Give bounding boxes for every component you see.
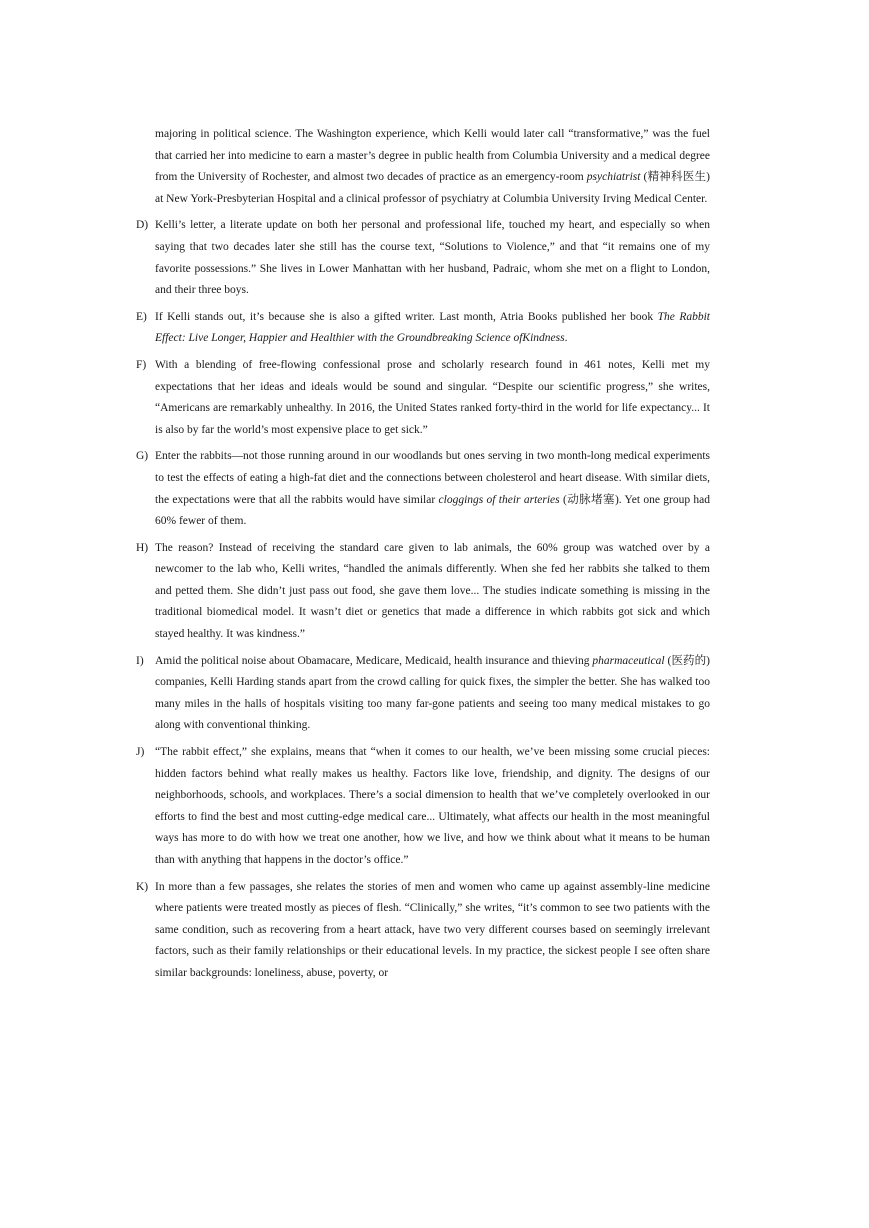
paragraph-label-h: H) — [136, 541, 149, 554]
paragraph-d — [136, 215, 710, 301]
paragraph-text-i-before: Amid the political noise about Obamacare, Medicare, Medicaid, health insurance and thieving — [155, 654, 593, 667]
continuation-paragraph — [155, 124, 710, 210]
paragraph-label-g: G) — [136, 450, 149, 463]
paragraph-text-e-after: . — [564, 332, 568, 345]
paragraph-text-g-after: (动脉堵塞). Yet one group had 60% fewer of them. — [155, 493, 710, 528]
paragraph-text-h: The reason? Instead of receiving the standard care given to lab animals, the 60% group was watched over by a newcomer to the lab who, Kelli writes, “handled the animals differently. When she fed her rabbits she talked to them and petted them. She didn’t just pass out food, she gave them love... The studies indicate something is missing in the traditional biomedical model. It wasn’t diet or genetics that made a difference in which rabbits got sick and which stayed healthy. It was kindness.” — [155, 541, 710, 641]
paragraph-label-f: F) — [136, 358, 147, 371]
term-cloggings: cloggings of their arteries — [438, 493, 560, 506]
paragraph-i — [136, 651, 710, 737]
paragraph-text-i-after: (医药的) companies, Kelli Harding stands apart from the crowd calling for quick fixes, the simpler the better. She has walked too many miles in the halls of hospitals visiting too many far-gone patients and seeing too many medical mistakes to go along with conventional thinking. — [155, 654, 710, 732]
continuation-text-after: (精神科医生) at New York-Presbyterian Hospital and a clinical professor of psychiatry at Columbia University Irving Medical Center. — [155, 171, 710, 205]
paragraph-text-g-before: Enter the rabbits—not those running around in our woodlands but ones serving in two month-long medical experiments to test the effects of eating a high-fat diet and the connections between cholesterol and heart disease. With similar diets, the expectations were that all the rabbits would have similar — [155, 450, 710, 506]
paragraph-label-j: J) — [136, 746, 145, 759]
paragraph-h — [136, 538, 710, 646]
book-title: The Rabbit Effect: Live Longer, Happier and Healthier with the Groundbreaking Science ofKindness — [155, 310, 711, 345]
paragraph-label-i: I) — [136, 654, 144, 667]
paragraph-text-d: Kelli’s letter, a literate update on both her personal and professional life, touched my heart, and especially so when saying that two decades later she still has the course text, “Solutions to Violence,” and that “it remains one of my favorite possessions.” She lives in Lower Manhattan with her husband, Padraic, whom she met on a flight to London, and their three boys. — [155, 219, 710, 297]
paragraph-label-k: K) — [136, 880, 149, 893]
paragraph-text-k: In more than a few passages, she relates the stories of men and women who came up against assembly-line medicine where patients were treated mostly as pieces of flesh. “Clinically,” she writes, “it’s common to see two patients with the same condition, such as recovering from a heart attack, have two very different courses based on seemingly irrelevant factors, such as their family relationships or their educational levels. In my practice, the sickest people I see often share similar backgrounds: loneliness, abuse, poverty, or — [155, 880, 710, 979]
paragraph-k — [136, 877, 710, 985]
paragraph-label-e: E) — [136, 310, 147, 323]
paragraph-g — [136, 446, 710, 532]
paragraph-f — [136, 355, 710, 441]
paragraph-text-e-before: If Kelli stands out, it’s because she is also a gifted writer. Last month, Atria Books published her book — [155, 310, 658, 323]
continuation-text-before: majoring in political science. The Washington experience, which Kelli would later call “transformative,” was the fuel that carried her into medicine to earn a master’s degree in public health from Columbia University and a medical degree from the University of Rochester, and almost two decades of practice as an emergency-room — [155, 128, 710, 184]
paragraph-e — [136, 307, 710, 350]
term-psychiatrist: psychiatrist — [586, 171, 641, 184]
paragraph-text-f: With a blending of free-flowing confessional prose and scholarly research found in 461 notes, Kelli met my expectations that her ideas and ideals would be sound and singular. “Despite our scientific progress,” she writes, “Americans are remarkably unhealthy. In 2016, the United States ranked forty-third in the world for life expectancy... It is also by far the world’s most expensive place to get sick.” — [155, 358, 710, 436]
term-pharmaceutical: pharmaceutical — [592, 654, 665, 667]
paragraph-label-d: D) — [136, 219, 149, 232]
paragraph-text-j: “The rabbit effect,” she explains, means that “when it comes to our health, we’ve been missing some crucial pieces: hidden factors behind what really makes us healthy. Factors like love, friendship, and dignity. The designs of our neighborhoods, schools, and workplaces. There’s a social dimension to health that we’ve completely overlooked in our efforts to find the best and most cutting-edge medical care... Ultimately, what affects our health in the most meaningful ways has more to do with how we treat one another, how we live, and how we think about what it means to be human than with anything that happens in the doctor’s office.” — [155, 746, 710, 866]
paragraph-j — [136, 742, 710, 872]
